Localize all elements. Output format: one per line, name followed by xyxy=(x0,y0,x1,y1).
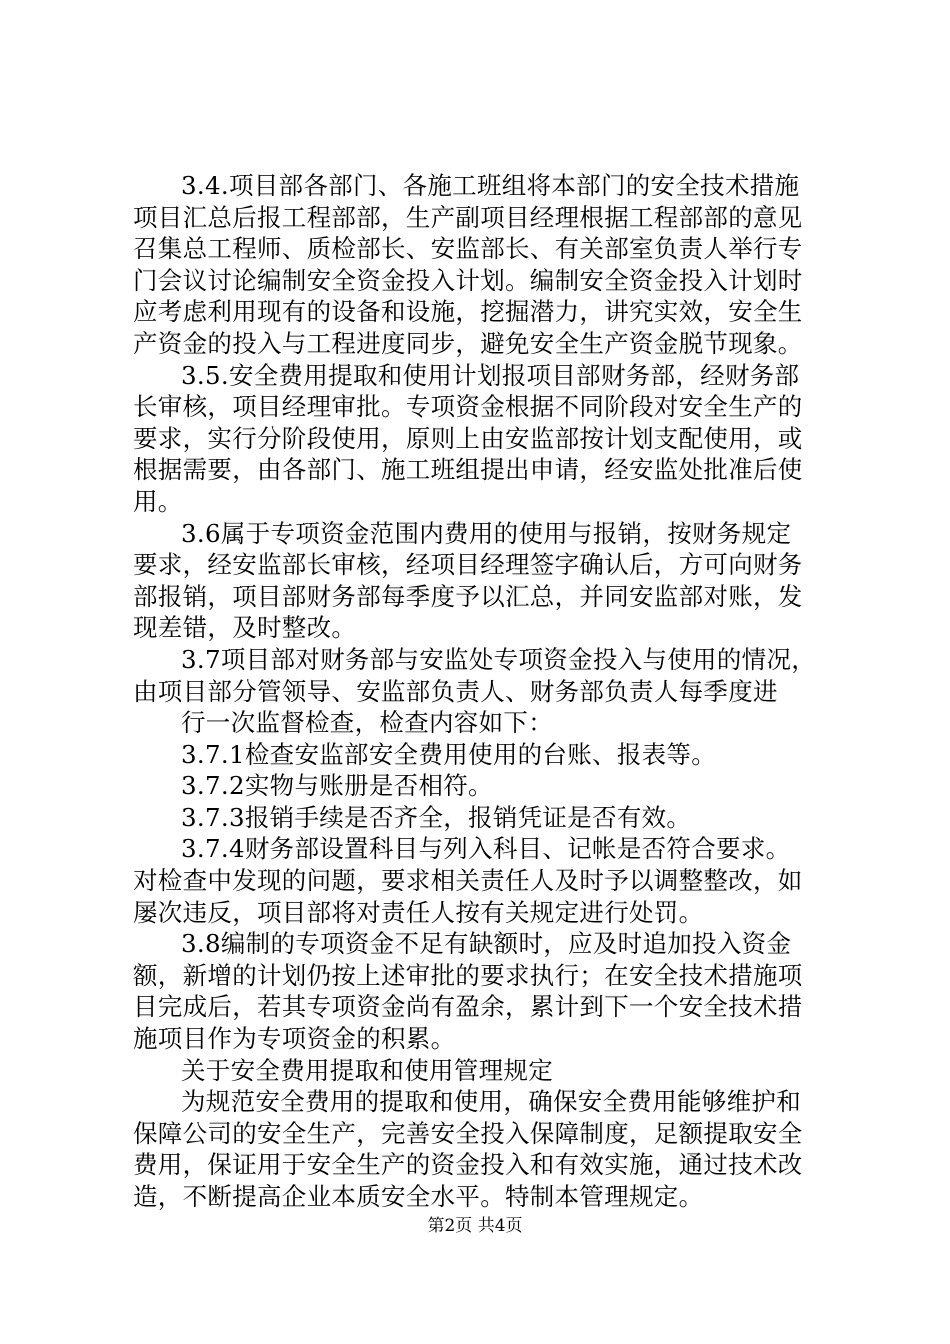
text-line: 由项目部分管领导、安监部负责人、财务部负责人每季度进 xyxy=(133,676,778,706)
text-line: 产资金的投入与工程进度同步，避免安全生产资金脱节现象。 xyxy=(133,328,803,358)
text-line: 施项目作为专项资金的积累。 xyxy=(133,1024,456,1054)
text-line: 保障公司的安全生产，完善安全投入保障制度，足额提取安全 xyxy=(133,1118,803,1148)
text-line: 3.7.3报销手续是否齐全，报销凭证是否有效。 xyxy=(181,802,692,832)
text-line: 3.5.安全费用提取和使用计划报项目部财务部，经财务部 xyxy=(181,360,800,390)
page-footer: 第2页 共4页 xyxy=(427,1216,523,1236)
text-line: 3.7.1检查安监部安全费用使用的台账、报表等。 xyxy=(181,739,717,769)
text-line: 根据需要，由各部门、施工班组提出申请，经安监处批准后使 xyxy=(133,455,803,485)
text-line: 目完成后，若其专项资金尚有盈余，累计到下一个安全技术措 xyxy=(133,992,803,1022)
text-line: 3.7项目部对财务部与安监处专项资金投入与使用的情况， xyxy=(181,644,817,674)
text-line: 额，新增的计划仍按上述审批的要求执行；在安全技术措施项 xyxy=(133,960,803,990)
text-line: 关于安全费用提取和使用管理规定 xyxy=(181,1055,553,1085)
text-line: 用。 xyxy=(133,486,183,516)
text-line: 部报销，项目部财务部每季度予以汇总，并同安监部对账，发 xyxy=(133,581,803,611)
text-line: 3.6属于专项资金范围内费用的使用与报销，按财务规定 xyxy=(181,518,792,548)
text-line: 3.8编制的专项资金不足有缺额时，应及时追加投入资金 xyxy=(181,929,792,959)
text-line: 费用，保证用于安全生产的资金投入和有效实施，通过技术改 xyxy=(133,1150,803,1180)
text-line: 对检查中发现的问题，要求相关责任人及时予以调整整改，如 xyxy=(133,866,803,896)
text-line: 3.7.4财务部设置科目与列入科目、记帐是否符合要求。 xyxy=(181,834,791,864)
text-line: 屡次违反，项目部将对责任人按有关规定进行处罚。 xyxy=(133,897,704,927)
text-line: 要求，经安监部长审核，经项目经理签字确认后，方可向财务 xyxy=(133,550,803,580)
text-line: 要求，实行分阶段使用，原则上由安监部按计划支配使用，或 xyxy=(133,423,803,453)
text-line: 长审核，项目经理审批。专项资金根据不同阶段对安全生产的 xyxy=(133,392,803,422)
text-line: 召集总工程师、质检部长、安监部长、有关部室负责人举行专 xyxy=(133,234,803,264)
text-line: 3.4.项目部各部门、各施工班组将本部门的安全技术措施 xyxy=(181,171,800,200)
document-body xyxy=(133,170,833,1213)
text-line: 3.7.2实物与账册是否相符。 xyxy=(181,771,493,801)
text-line: 为规范安全费用的提取和使用，确保安全费用能够维护和 xyxy=(181,1087,801,1117)
text-line: 应考虑利用现有的设备和设施，挖掘潜力，讲究实效，安全生 xyxy=(133,297,803,327)
text-line: 造，不断提高企业本质安全水平。特制本管理规定。 xyxy=(133,1182,704,1211)
text-line: 现差错，及时整改。 xyxy=(133,613,357,643)
text-line: 项目汇总后报工程部部，生产副项目经理根据工程部部的意见 xyxy=(133,202,803,232)
text-line: 行一次监督检查，检查内容如下： xyxy=(181,708,553,738)
text-line: 门会议讨论编制安全资金投入计划。编制安全资金投入计划时 xyxy=(133,265,803,295)
